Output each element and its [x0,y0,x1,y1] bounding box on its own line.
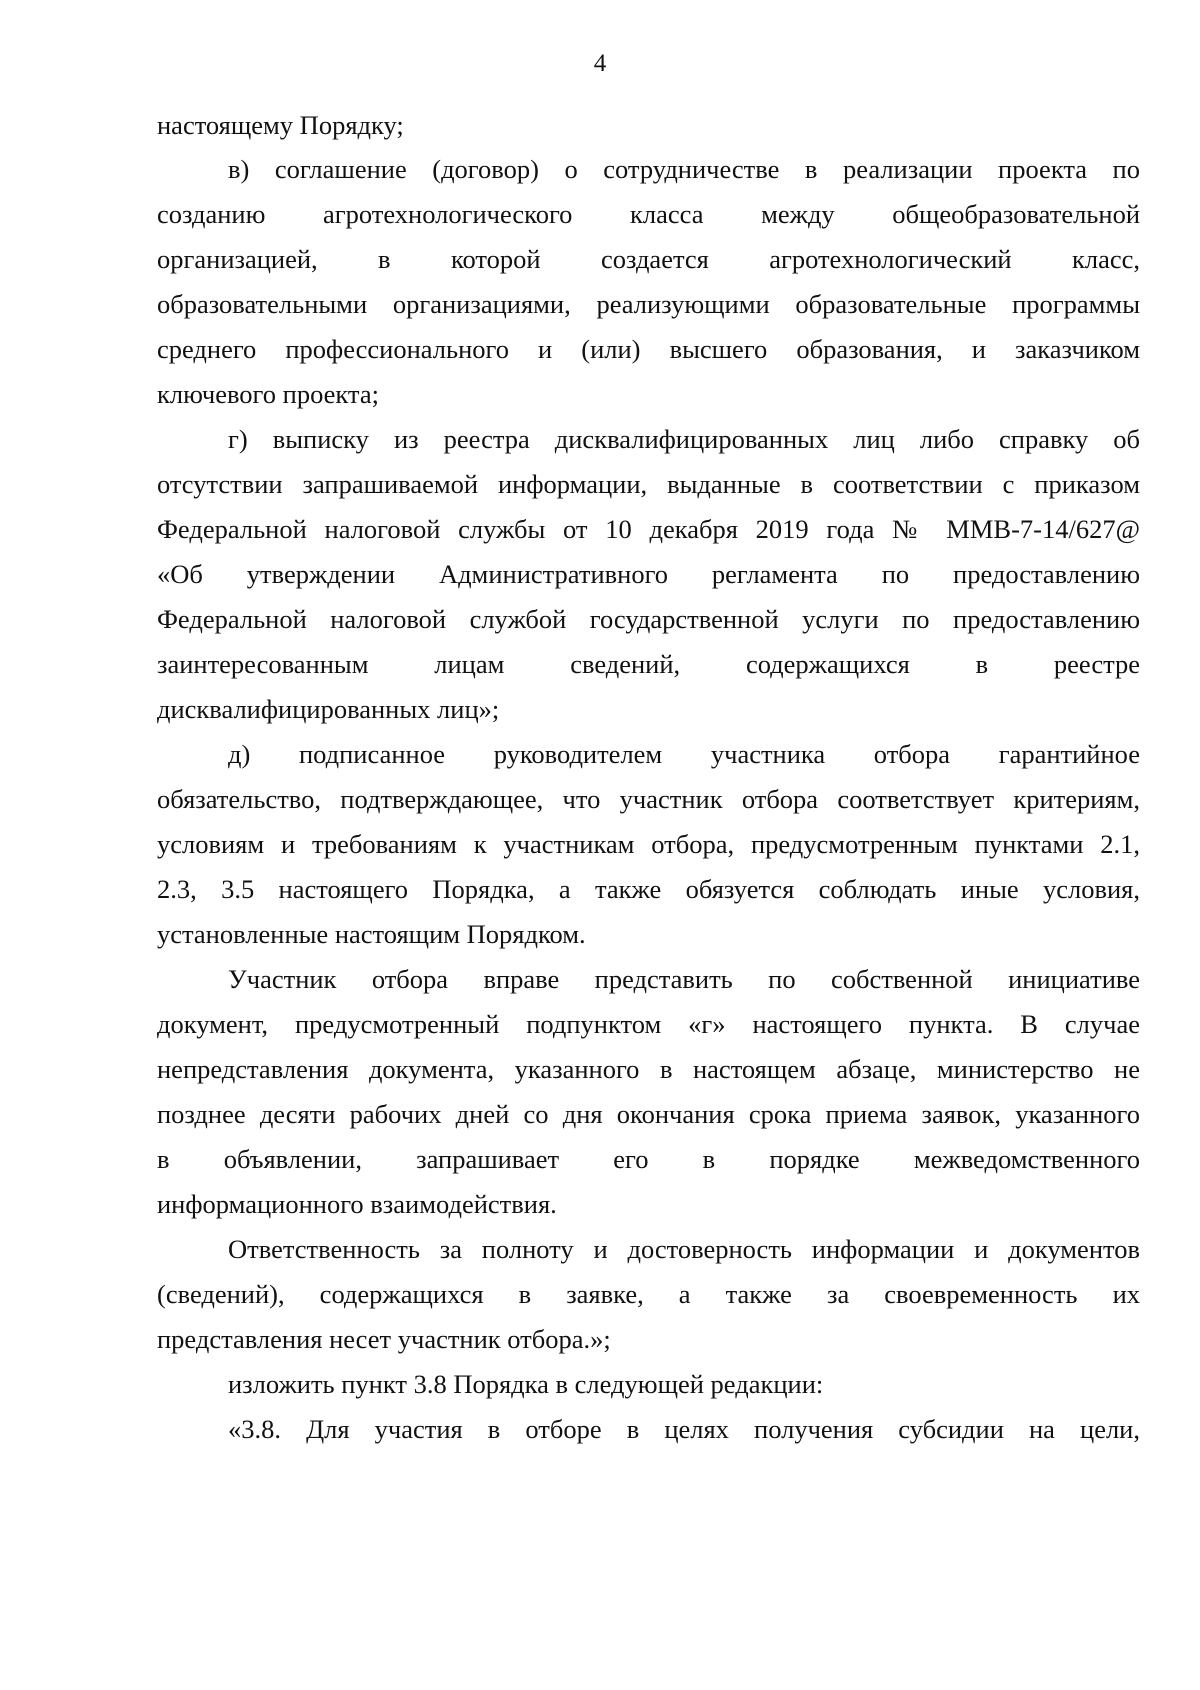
text-line: Федеральной налоговой службой государственной услуги по предоставлению [157,604,1140,634]
text-line: изложить пункт 3.8 Порядка в следующей редакции: [228,1369,824,1399]
text-line: непредставления документа, указанного в настоящем абзаце, министерство не [157,1054,1140,1084]
text-line: дисквалифицированных лиц»; [157,694,500,724]
text-line: отсутствии запрашиваемой информации, выданные в соответствии с приказом [157,469,1140,499]
text-line: 2.3, 3.5 настоящего Порядка, а также обязуется соблюдать иные условия, [157,874,1140,904]
text-line: (сведений), содержащихся в заявке, а также за своевременность их [157,1279,1140,1309]
text-line: среднего профессионального и (или) высшего образования, и заказчиком [157,334,1140,364]
text-line: созданию агротехнологического класса между общеобразовательной [157,199,1140,229]
text-line: г) выписку из реестра дисквалифицированных лиц либо справку об [228,424,1140,454]
text-line: информационного взаимодействия. [157,1189,557,1219]
text-line: Участник отбора вправе представить по собственной инициативе [228,964,1140,994]
text-line: заинтересованным лицам сведений, содержащихся в реестре [157,649,1140,679]
text-line: «3.8. Для участия в отборе в целях получения субсидии на цели, [228,1414,1140,1444]
text-line: ключевого проекта; [157,379,379,409]
text-line: в объявлении, запрашивает его в порядке межведомственного [157,1144,1140,1174]
text-line: Федеральной налоговой службы от 10 декабря 2019 года № ММВ-7-14/627@ [157,514,1140,544]
text-line: образовательными организациями, реализующими образовательные программы [157,289,1140,319]
text-line: д) подписанное руководителем участника отбора гарантийное [228,739,1140,769]
text-line: установленные настоящим Порядком. [157,919,586,949]
text-line: настоящему Порядку; [157,110,404,140]
text-line: в) соглашение (договор) о сотрудничестве в реализации проекта по [228,154,1140,184]
text-line: позднее десяти рабочих дней со дня окончания срока приема заявок, указанного [157,1099,1140,1129]
text-line: Ответственность за полноту и достоверность информации и документов [228,1234,1140,1264]
text-line: «Об утверждении Административного регламента по предоставлению [157,559,1140,589]
page-number: 4 [593,50,607,77]
text-line: обязательство, подтверждающее, что участник отбора соответствует критериям, [157,784,1140,814]
text-line: условиям и требованиям к участникам отбора, предусмотренным пунктами 2.1, [157,829,1140,859]
text-line: документ, предусмотренный подпунктом «г» настоящего пункта. В случае [157,1009,1140,1039]
text-line: организацией, в которой создается агротехнологический класс, [157,244,1140,274]
text-line: представления несет участник отбора.»; [157,1324,611,1354]
